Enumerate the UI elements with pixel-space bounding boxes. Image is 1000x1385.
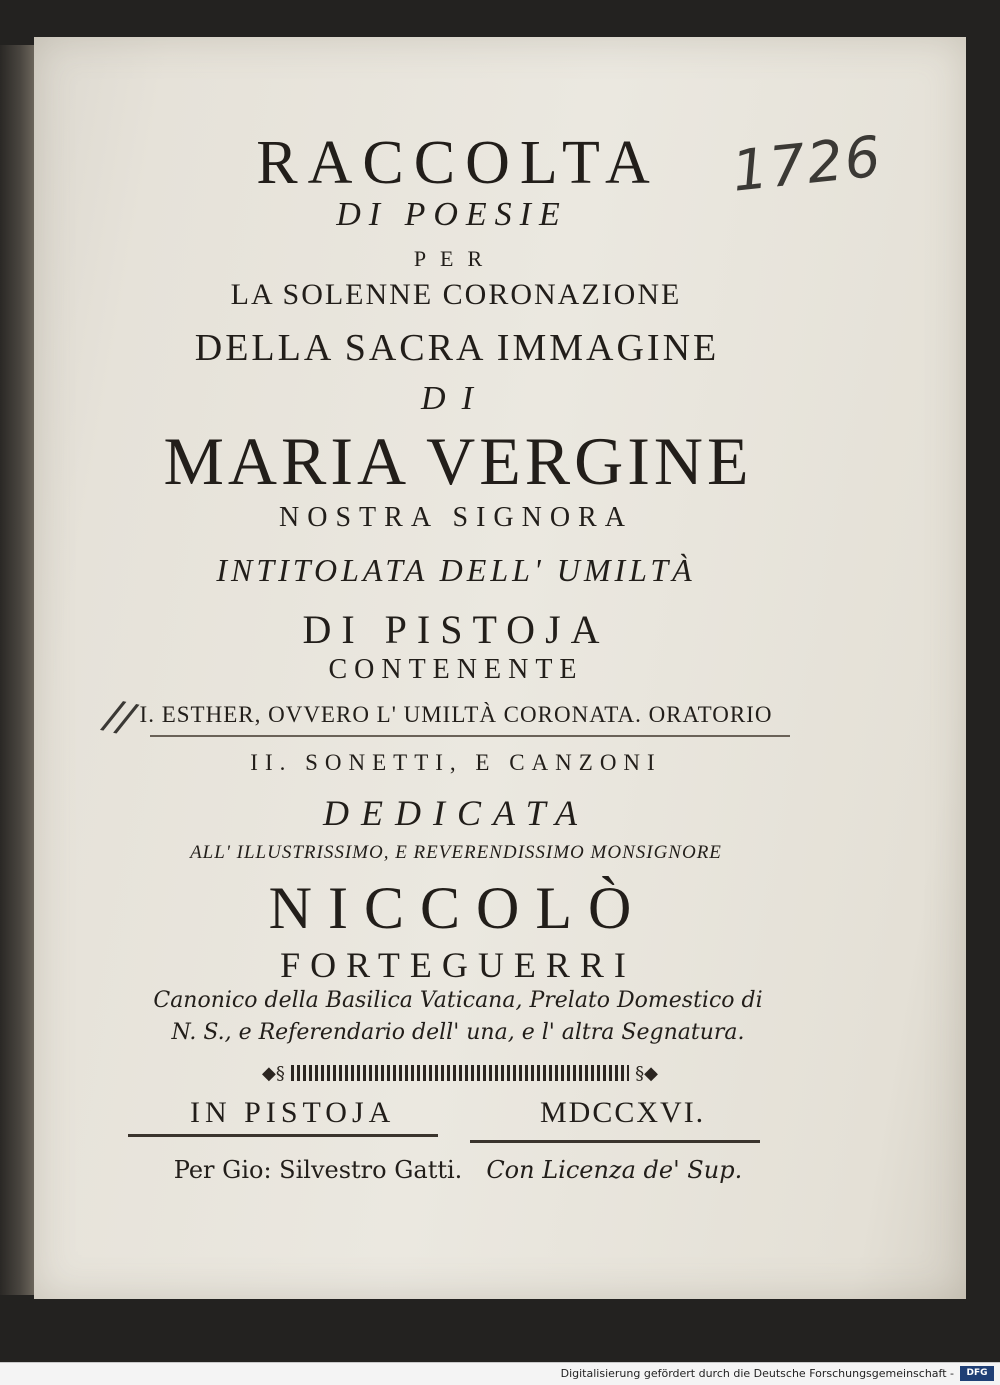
contents-item-sonetti: II. SONETTI, E CANZONI xyxy=(250,750,662,775)
title-raccolta: RACCOLTA xyxy=(256,129,660,197)
digitization-footer xyxy=(0,1362,1000,1385)
title-nostra-signora: NOSTRA SIGNORA xyxy=(279,502,633,533)
dedicatee-first-name: NICCOLÒ xyxy=(268,875,648,941)
imprint-rule-right xyxy=(470,1140,760,1143)
title-di-pistoja: DI PISTOJA xyxy=(302,607,610,652)
printers-ornament xyxy=(262,1062,658,1084)
contents-underline xyxy=(150,735,790,737)
dedicatee-office-line-2: N. S., e Referendario dell' una, e l' altra Segnatura. xyxy=(171,1020,745,1045)
dedication-heading: DEDICATA xyxy=(323,793,589,833)
title-contenente: CONTENENTE xyxy=(328,654,584,685)
imprint-rule-left xyxy=(128,1134,438,1137)
dedicatee-office-line-1: Canonico della Basilica Vaticana, Prelato Domestico di xyxy=(153,988,763,1013)
imprint-year: MDCCXVI. xyxy=(540,1096,706,1129)
dedicatee-title: ALL' ILLUSTRISSIMO, E REVERENDISSIMO MONSIGNORE xyxy=(190,842,722,863)
title-di-poesie: DI POESIE xyxy=(336,196,568,233)
contents-item-esther: I. ESTHER, OVVERO L' UMILTÀ CORONATA. ORATORIO xyxy=(139,702,773,727)
printer-name: Per Gio: Silvestro Gatti. xyxy=(173,1156,463,1184)
title-maria-vergine: MARIA VERGINE xyxy=(163,423,753,499)
title-solenne-coronazione: LA SOLENNE CORONAZIONE xyxy=(230,278,682,311)
printer-line xyxy=(0,1156,958,1184)
dedicatee-surname: FORTEGUERRI xyxy=(280,945,636,985)
ornament-left-cap: ◆§ xyxy=(262,1062,285,1084)
handwritten-margin-mark: // xyxy=(101,691,138,743)
license-note: Con Licenza de' Sup. xyxy=(486,1156,743,1184)
title-intitolata: INTITOLATA DELL' UMILTÀ xyxy=(216,552,696,588)
title-di: DI xyxy=(421,380,489,417)
imprint-place: IN PISTOJA xyxy=(190,1096,396,1129)
ornament-right-cap: §◆ xyxy=(635,1062,658,1084)
dfg-logo: DFG xyxy=(960,1366,994,1381)
title-per: PER xyxy=(413,246,497,271)
ornament-bar xyxy=(291,1065,629,1081)
handwritten-shelf-number: 1726 xyxy=(729,124,886,205)
title-sacra-immagine: DELLA SACRA IMMAGINE xyxy=(194,327,720,369)
dfg-credit-text: Digitalisierung gefördert durch die Deutsche Forschungsgemeinschaft - xyxy=(560,1367,954,1380)
